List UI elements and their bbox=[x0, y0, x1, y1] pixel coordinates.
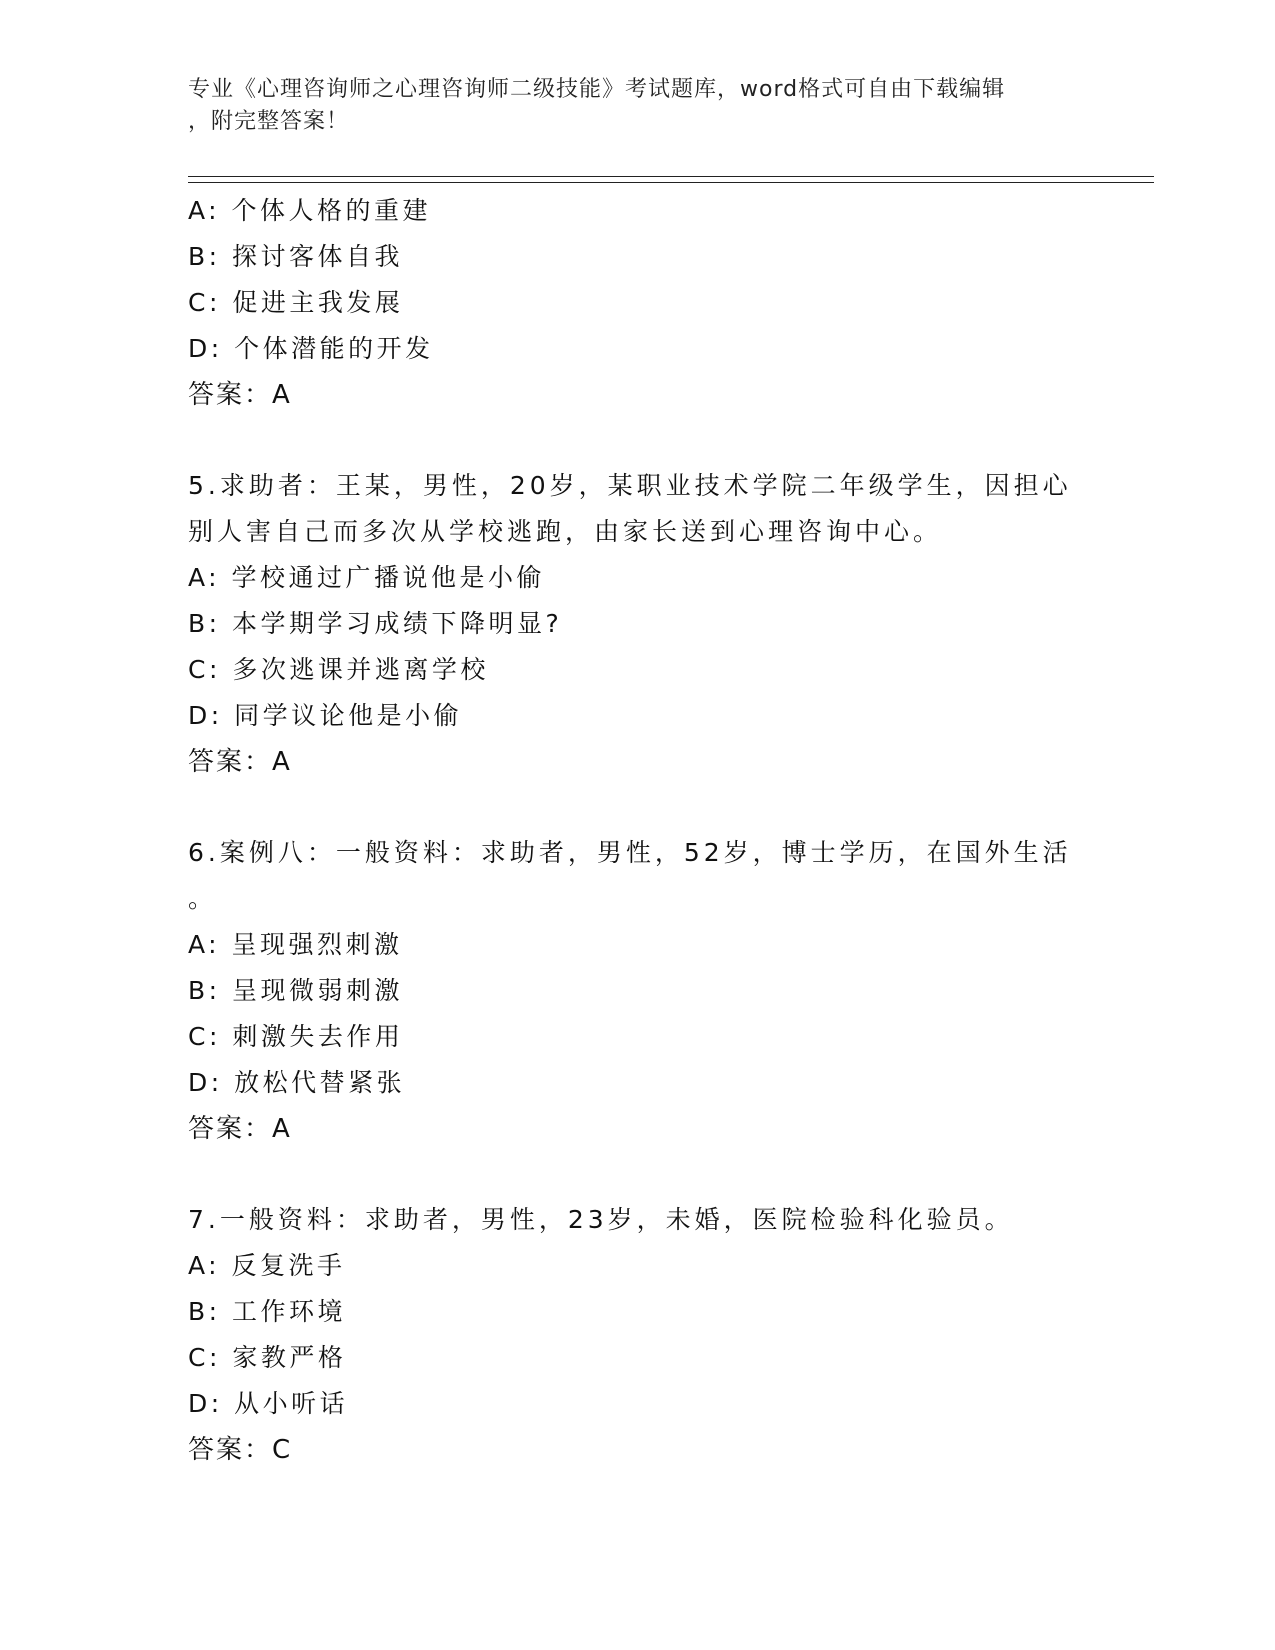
question-stem-line-1: 5.求助者：王某，男性，20岁，某职业技术学院二年级学生，因担心 bbox=[188, 471, 1072, 500]
header-line-2: ，附完整答案！ bbox=[188, 109, 350, 134]
option-d: D: 放松代替紧张 bbox=[188, 1068, 406, 1097]
header-rule-top bbox=[188, 176, 1154, 177]
option-a: A: 学校通过广播说他是小偷 bbox=[188, 563, 546, 592]
question-block-5 bbox=[188, 463, 1088, 785]
spacer bbox=[188, 785, 1088, 830]
option-a: A: 呈现强烈刺激 bbox=[188, 930, 403, 959]
answer-line: 答案：A bbox=[188, 1114, 292, 1144]
option-c: C: 家教严格 bbox=[188, 1343, 347, 1372]
option-a: A: 反复洗手 bbox=[188, 1251, 346, 1280]
option-d: D: 个体潜能的开发 bbox=[188, 334, 434, 363]
option-a: A: 个体人格的重建 bbox=[188, 196, 432, 225]
question-block-7 bbox=[188, 1197, 1088, 1473]
answer-line: 答案：A bbox=[188, 747, 292, 777]
option-c: C: 促进主我发展 bbox=[188, 288, 404, 317]
question-stem-line-2: 。 bbox=[188, 884, 218, 913]
option-c: C: 刺激失去作用 bbox=[188, 1022, 404, 1051]
option-d: D: 从小听话 bbox=[188, 1389, 349, 1418]
answer-line: 答案：C bbox=[188, 1435, 293, 1465]
header-rule-bottom bbox=[188, 182, 1154, 183]
question-stem-line-2: 别人害自己而多次从学校逃跑，由家长送到心理咨询中心。 bbox=[188, 517, 943, 546]
option-c: C: 多次逃课并逃离学校 bbox=[188, 655, 489, 684]
question-stem-line-1: 6.案例八：一般资料：求助者，男性，52岁，博士学历，在国外生活 bbox=[188, 838, 1072, 867]
option-d: D: 同学议论他是小偷 bbox=[188, 701, 463, 730]
spacer bbox=[188, 418, 1088, 463]
question-block-6 bbox=[188, 830, 1088, 1152]
spacer bbox=[188, 1152, 1088, 1197]
option-b: B: 本学期学习成绩下降明显? bbox=[188, 609, 563, 638]
answer-line: 答案：A bbox=[188, 380, 292, 410]
option-b: B: 探讨客体自我 bbox=[188, 242, 404, 271]
question-block-4 bbox=[188, 188, 1088, 418]
document-header bbox=[188, 74, 1068, 138]
question-stem-line-1: 7.一般资料：求助者，男性，23岁，未婚，医院检验科化验员。 bbox=[188, 1205, 1014, 1234]
header-line-1: 专业《心理咨询师之心理咨询师二级技能》考试题库，word格式可自由下载编辑 bbox=[188, 77, 1006, 102]
option-b: B: 呈现微弱刺激 bbox=[188, 976, 404, 1005]
option-b: B: 工作环境 bbox=[188, 1297, 347, 1326]
question-list bbox=[188, 188, 1088, 1473]
